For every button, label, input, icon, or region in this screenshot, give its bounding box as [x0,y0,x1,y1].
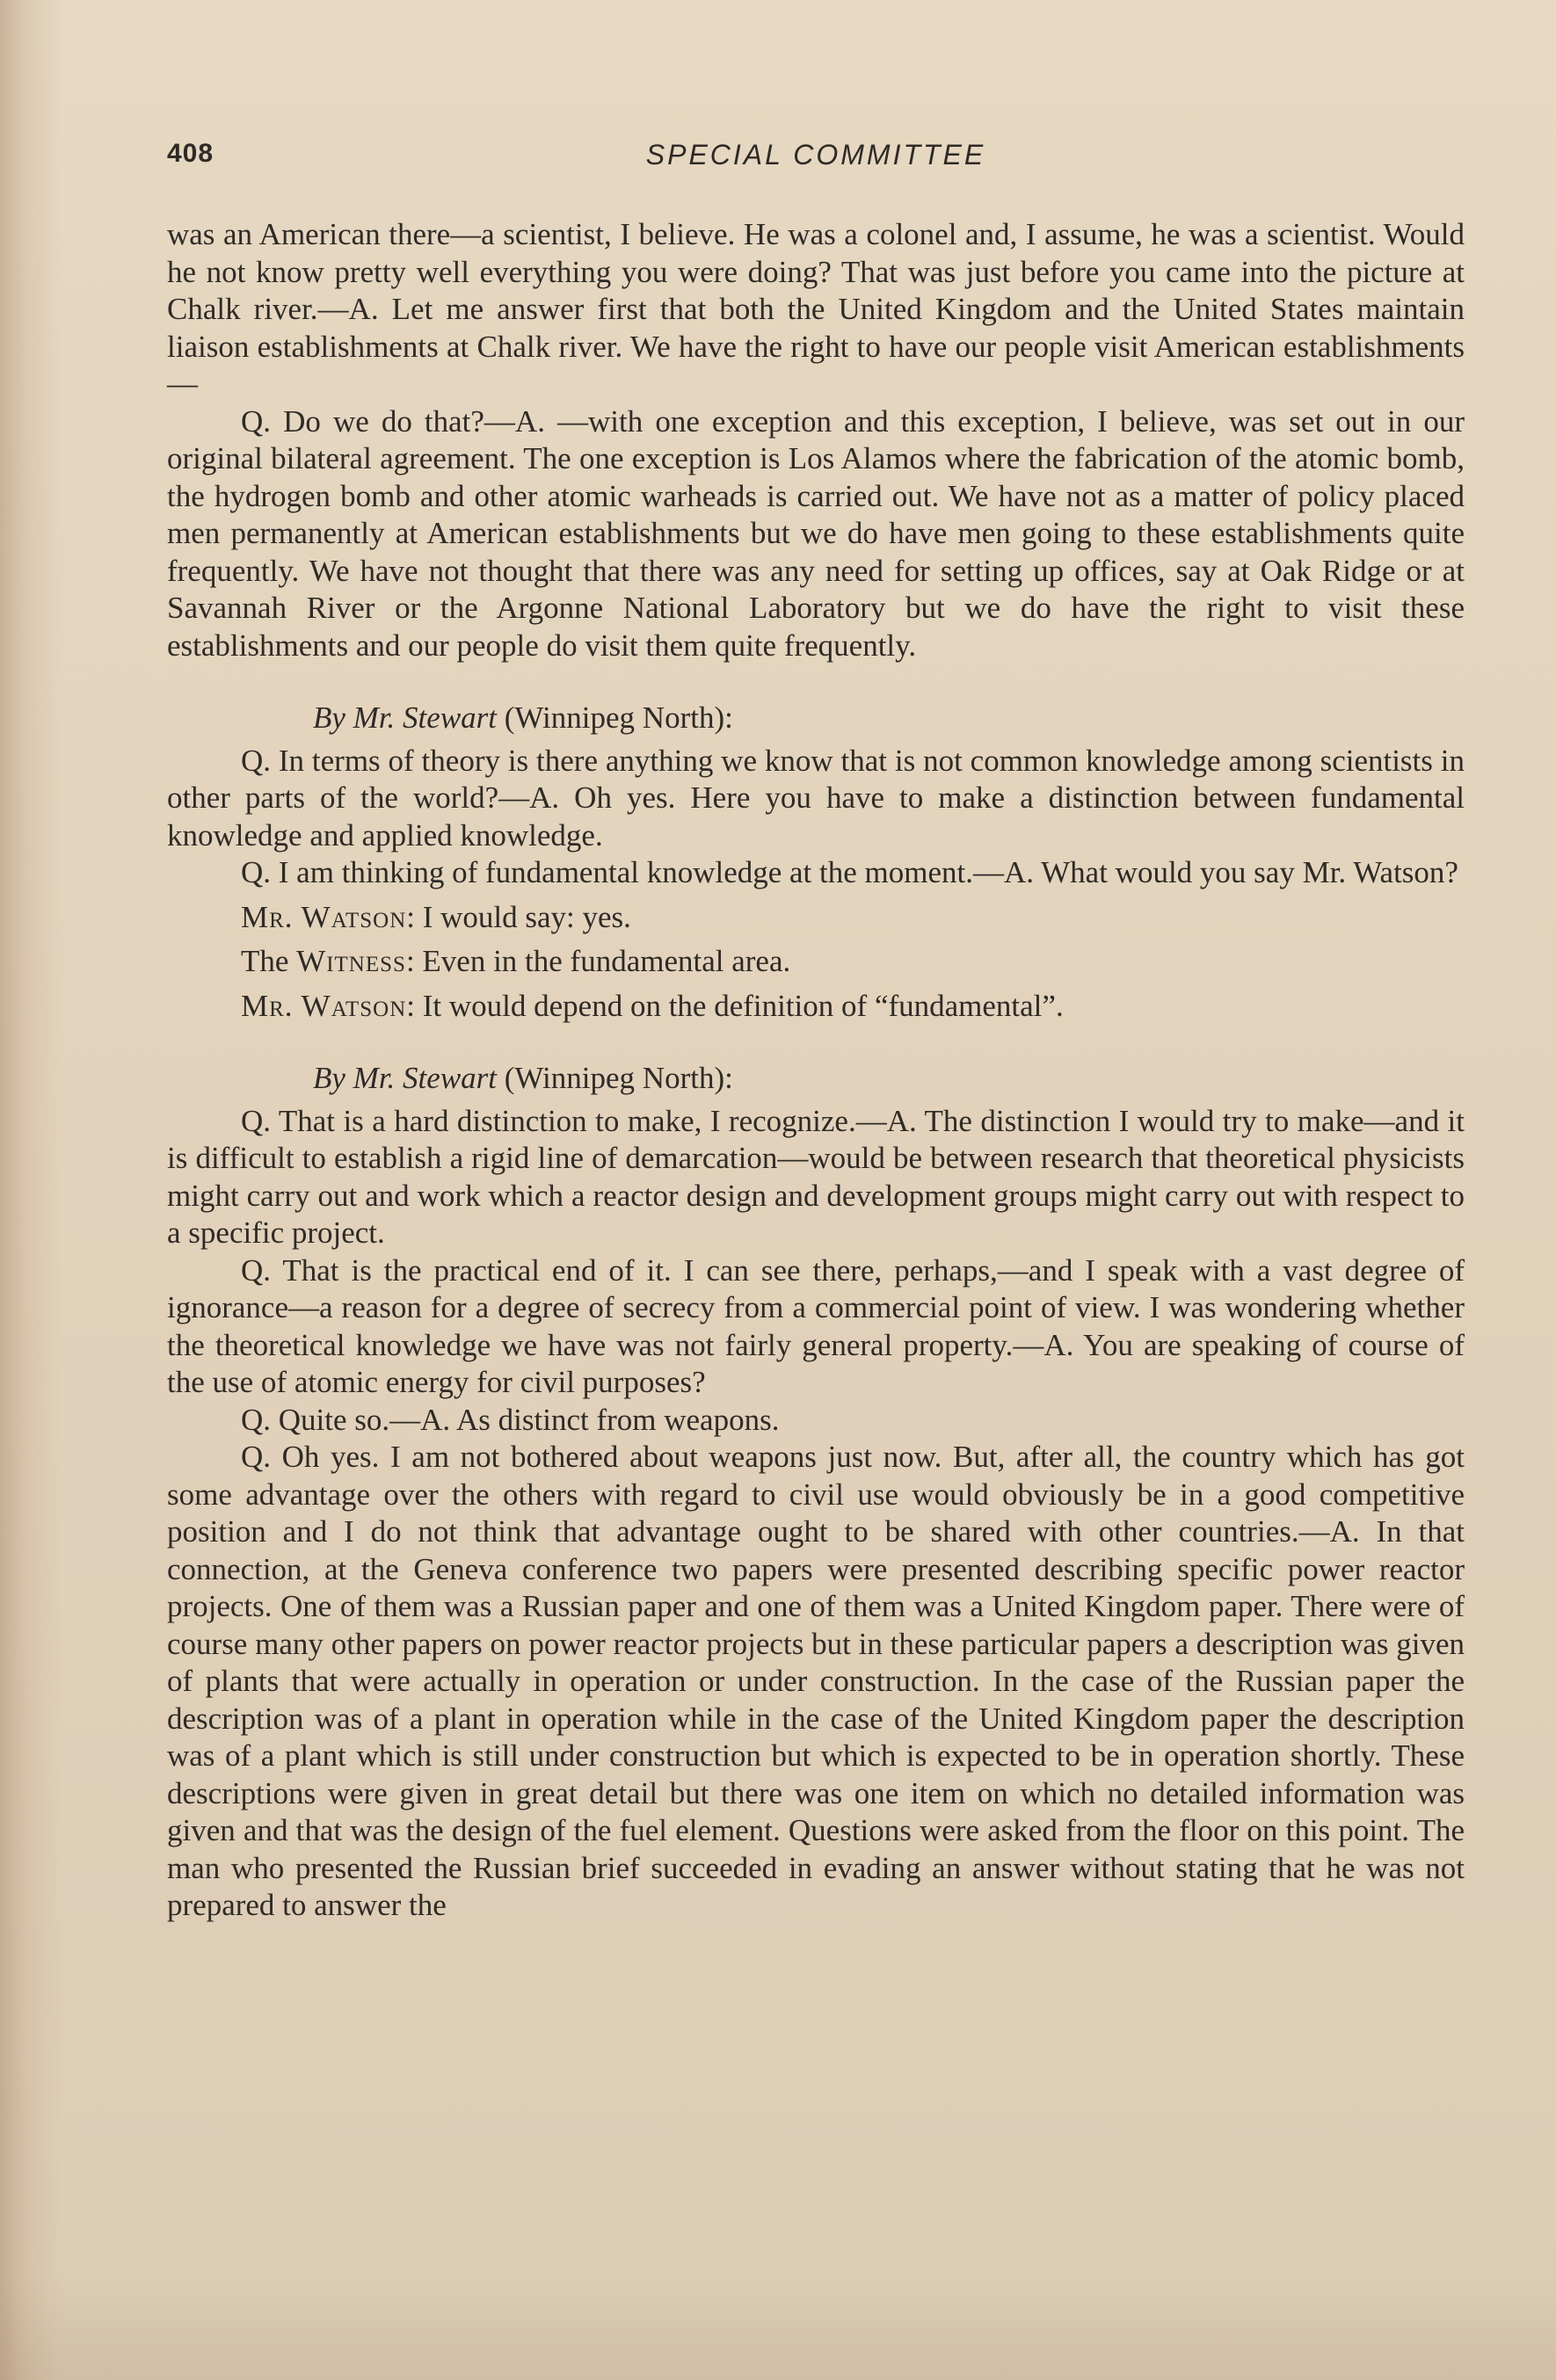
examiner-subhead [167,1060,1465,1098]
paragraph: Q. Quite so.—A. As distinct from weapons. [241,1402,780,1437]
examiner-riding: (Winnipeg North): [497,700,733,735]
speaker-name: Mr. Watson [241,899,407,934]
examiner-subhead [167,700,1465,737]
paragraph: Q. In terms of theory is there anything we know that is not common knowledge among scientists in other parts of the world?—A. Oh yes. Here you have to make a distinction between fundamental knowledge and applied knowledge. [167,743,1465,853]
speech-text: : Even in the fundamental area. [405,944,791,978]
paragraph: Q. Do we do that?—A. —with one exception and this exception, I believe, was set out in our original bilateral agreement. The one exception is Los Alamos where the fabrication of the atomic bomb, the hydrogen bomb and other atomic warheads is carried out. We have not as a matter of policy placed men permanently at American establishments but we do have men going to these establishments quite frequently. We have not thought that there was any need for setting up offices, say at Oak Ridge or at Savannah River or the Argonne National Laboratory but we do have the right to visit these establishments and our people do visit them quite frequently. [167,403,1465,663]
paragraph: Q. Oh yes. I am not bothered about weapons just now. But, after all, the country which has got some advantage over the others with regard to civil use would obviously be in a good competitive position and I do not think that advantage ought to be shared with other countries.—A. In that connection, at the Geneva conference two papers were presented describing specific power reactor projects. One of them was a Russian paper and one of them was a United Kingdom paper. There were of course many other papers on power reactor projects but in these particular papers a description was given of plants that were actually in operation or under construction. In the case of the Russian paper the description was of a plant in operation while in the case of the United Kingdom paper the description was of a plant which is still under construction but which is expected to be in operation shortly. These descriptions were given in great detail but there was one item on which no detailed information was given and that was the design of the fuel element. Questions were asked from the floor on this point. The man who presented the Russian brief succeeded in evading an answer without stating that he was not prepared to answer the [167,1440,1465,1922]
examiner-name: By Mr. Stewart [313,700,498,735]
body-text [167,216,1465,1925]
speech-text: : I would say: yes. [406,899,631,934]
examiner-riding: (Winnipeg North): [497,1061,733,1095]
speech-line [167,899,1465,937]
page-shadow [0,2275,1556,2380]
speech-line [167,943,1465,981]
speech-line [167,988,1465,1026]
paragraph: Q. I am thinking of fundamental knowledge at the moment.—A. What would you say Mr. Watson? [241,855,1458,889]
paragraph: was an American there—a scientist, I believe. He was a colonel and, I assume, he was a scientist. Would he not know pretty well everything you were doing? That was just before you came into the picture at Chalk river.—A. Let me answer first that both the United Kingdom and the United States maintain liaison establishments at Chalk river. We have the right to have our people visit American establishments— [167,217,1465,401]
page-number: 408 [167,139,214,168]
speech-text: : It would depend on the definition of “fundamental”. [406,988,1064,1023]
running-head [167,139,1465,178]
paragraph: Q. That is a hard distinction to make, I recognize.—A. The distinction I would try to make—and it is difficult to establish a rigid line of demarcation—would be between research that theoretical physicists might carry out and work which a reactor design and development groups might carry out with respect to a specific project. [167,1103,1465,1250]
examiner-name: By Mr. Stewart [313,1061,498,1095]
speaker-prefix: The [241,944,297,978]
speaker-name: Witness [296,944,406,978]
paragraph: Q. That is the practical end of it. I can see there, perhaps,—and I speak with a vast degree of ignorance—a reason for a degree of secrecy from a commercial point of view. I was wondering whether the theoretical knowledge we have was not fairly general property.—A. You are speaking of course of the use of atomic energy for civil purposes? [167,1252,1465,1399]
speaker-name: Mr. Watson [241,988,407,1023]
running-title: SPECIAL COMMITTEE [645,139,986,171]
